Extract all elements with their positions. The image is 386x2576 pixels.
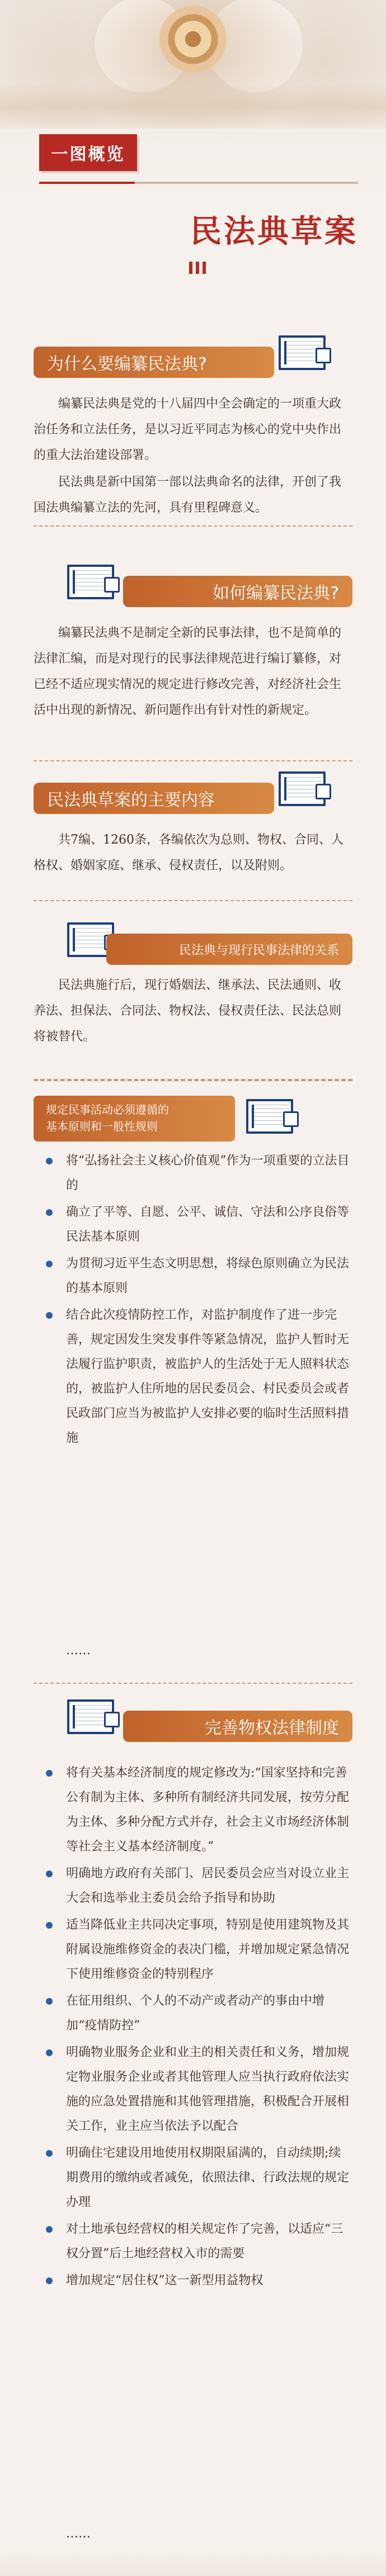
bullet-dot-icon	[46, 1158, 53, 1164]
bullet-dot-icon	[46, 1998, 53, 2005]
dashed-divider	[34, 900, 352, 901]
list-item	[34, 1149, 352, 1198]
bullet-dot-icon	[46, 2277, 53, 2284]
list-item-text: 为贯彻习近平生态文明思想，将绿色原则确立为民法的基本原则	[66, 1257, 350, 1295]
national-emblem-icon	[159, 6, 227, 73]
bullet-dot-icon	[46, 2150, 53, 2157]
bullet-dot-icon	[46, 1261, 53, 1267]
page-title: 民法典草案	[190, 214, 358, 250]
list-item	[34, 1913, 352, 1987]
list-item-text: 将有关基本经济制度的规定修改为:“国家坚持和完善公有制为主体、多种所有制经济共同发展，按劳分配为主体、多种分配方式并存，社会主义市场经济体制等社会主义基本经济制度。”	[66, 1766, 350, 1854]
principles-list	[34, 1149, 352, 1453]
list-item-text: 明确住宅建设用地使用权期限届满的，自动续期;续期费用的缴纳或者减免，依照法律、行政法规的规定办理	[66, 2146, 350, 2209]
list-item	[34, 1303, 352, 1451]
list-item	[34, 1989, 352, 2038]
list-item-text: 适当降低业主共同决定事项，特别是使用建筑物及其附属设施维修资金的表决门槛，并增加规定紧急情况下使用维修资金的特别程序	[66, 1918, 350, 1981]
list-item-text: 确立了平等、自愿、公平、诚信、守法和公序良俗等民法基本原则	[66, 1205, 350, 1244]
content-paragraph-1: 共7编、1260条，各编依次为总则、物权、合同、人格权、婚姻家庭、继承、侵权责任，以及附则。	[34, 833, 343, 873]
list-item-text: 明确地方政府有关部门、居民委员会应当对设立业主大会和选举业主委员会给予指导和协助	[66, 1867, 350, 1905]
why-paragraph-2: 民法典是新中国第一部以法典命名的法律，开创了我国法典编纂立法的先河，具有里程碑意义。	[34, 475, 342, 515]
list-item	[34, 1761, 352, 1859]
relation-paragraph-1: 民法典施行后，现行婚姻法、继承法、民法通则、收养法、担保法、合同法、物权法、侵权责任法、民法总则将被替代。	[34, 978, 342, 1044]
list-item-text: 将“弘扬社会主义核心价值观”作为一项重要的立法目的	[66, 1154, 350, 1192]
overview-badge: 一图概览	[39, 134, 137, 171]
how-paragraph-1: 编纂民法典不是制定全新的民事法律，也不是简单的法律汇编，而是对现行的民事法律规范进行编订纂修，对已经不适应现实情况的规定进行修改完善，对经济社会生活中出现的新情况、新问题作出有针对性的新规定。	[34, 626, 342, 717]
page-footer	[0, 2549, 386, 2576]
section-title-property: 完善物权法律制度	[123, 1711, 352, 1742]
decorative-band	[0, 84, 386, 129]
bullet-dot-icon	[46, 1312, 53, 1319]
list-item	[34, 1252, 352, 1301]
bullet-dot-icon	[46, 1922, 53, 1929]
list-item	[34, 2040, 352, 2139]
notebook-icon	[279, 335, 326, 370]
list-item-text: 明确物业服务企业和业主的相关责任和义务，增加规定物业服务企业或者其他管理人应当执行政府依法实施的应急处置措施和其他管理措施，积极配合开展相关工作，业主应当依法予以配合	[66, 2045, 350, 2133]
notebook-icon	[67, 1699, 114, 1734]
ellipsis: ……	[66, 2527, 91, 2541]
title-accent-bars	[189, 262, 207, 274]
list-item	[34, 2269, 352, 2293]
divider-line	[39, 182, 358, 184]
list-item	[34, 2141, 352, 2215]
notebook-icon	[279, 771, 326, 806]
dashed-divider	[34, 1079, 352, 1081]
property-list	[34, 1761, 352, 2295]
accent-bar	[196, 262, 199, 274]
list-item	[34, 1862, 352, 1911]
section-title-relation: 民法典与现行民事法律的关系	[106, 934, 352, 965]
list-item-text: 对土地承包经营权的相关规定作了完善，以适应“三权分置”后土地经营权入市的需要	[66, 2222, 343, 2261]
principles-label-line-1: 规定民事活动必须遵循的	[46, 1103, 169, 1116]
dashed-divider	[34, 760, 352, 761]
bullet-dot-icon	[46, 1770, 53, 1777]
hero-header	[0, 0, 386, 291]
list-item-text: 结合此次疫情防控工作，对监护制度作了进一步完善，规定因发生突发事件等紧急情况，监护人暂时无法履行监护职责，被监护人的生活处于无人照料状态的，被监护人住所地的居民委员会、村民委员会或者民政部门应当为被监护人安排必要的临时生活照料措施	[66, 1308, 350, 1445]
list-item-text: 在征用组织、个人的不动产或者动产的事由中增加“疫情防控”	[66, 1994, 325, 2033]
why-paragraph-1: 编纂民法典是党的十八届四中全会确定的一项重大政治任务和立法任务，是以习近平同志为核心的党中央作出的重大法治建设部署。	[34, 397, 342, 462]
ellipsis: ……	[66, 1644, 91, 1658]
accent-bar	[189, 262, 192, 274]
list-item	[34, 1200, 352, 1249]
accent-bar	[203, 262, 206, 274]
principles-label	[34, 1096, 235, 1142]
bullet-dot-icon	[46, 2226, 53, 2233]
dashed-divider	[34, 1683, 352, 1684]
bullet-dot-icon	[46, 2049, 53, 2056]
section-title-how: 如何编纂民法典?	[123, 576, 352, 607]
notebook-icon	[67, 565, 114, 599]
principles-label-line-2: 基本原则和一般性规则	[46, 1120, 158, 1133]
section-title-why: 为什么要编纂民法典?	[34, 347, 274, 378]
list-item	[34, 2217, 352, 2266]
dashed-divider	[34, 525, 352, 527]
bullet-dot-icon	[46, 1871, 53, 1877]
bullet-dot-icon	[46, 1209, 53, 1216]
notebook-icon	[246, 1099, 293, 1134]
section-title-content: 民法典草案的主要内容	[34, 783, 274, 814]
list-item-text: 增加规定“居住权”这一新型用益物权	[66, 2274, 263, 2288]
